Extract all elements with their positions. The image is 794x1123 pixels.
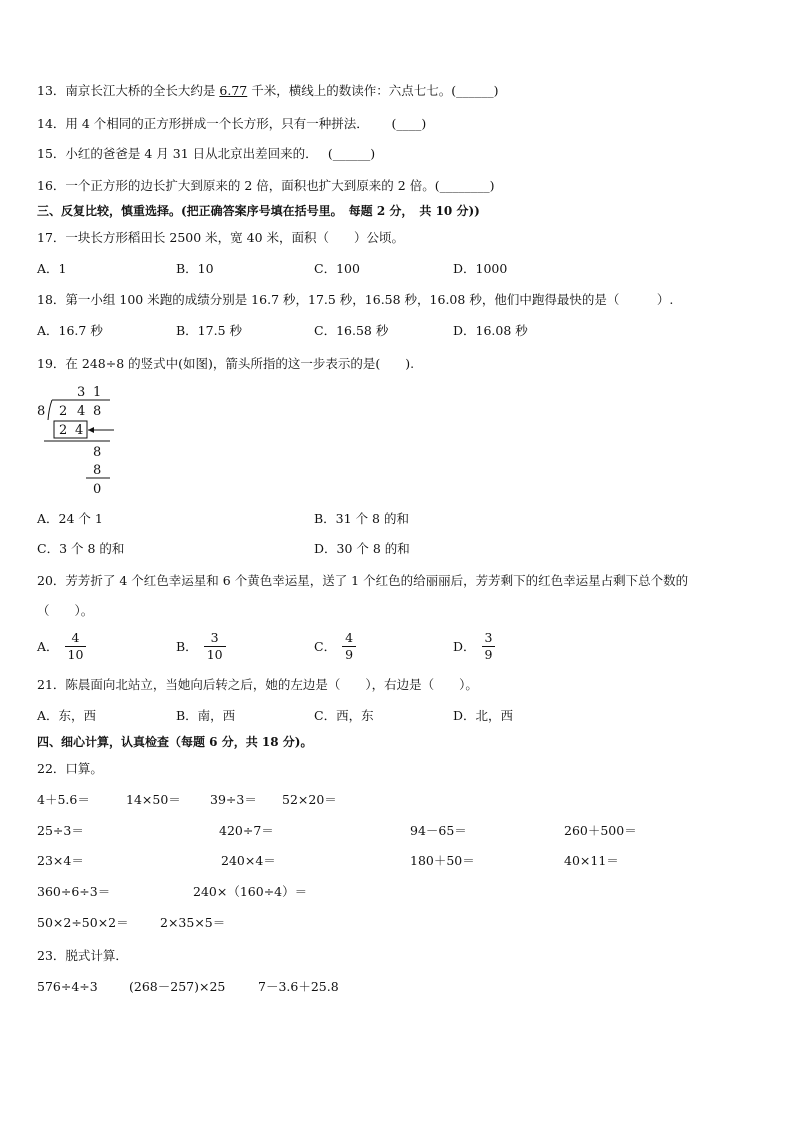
q22-row2-item4: 260＋500＝ xyxy=(564,823,637,838)
q20-option-b xyxy=(176,630,226,663)
question-18-stem: 18．第一小组 100 米跑的成绩分别是 16.7 秒，17.5 秒，16.58 秒，16.08 秒，他们中跑得最快的是（ ）. xyxy=(37,292,674,307)
question-15: 15．小红的爸爸是 4 月 31 日从北京出差回来的． (______) xyxy=(37,146,376,161)
q18-option-d: D．16.08 秒 xyxy=(453,323,528,338)
q20-option-a-numerator: 4 xyxy=(65,630,87,647)
q20-option-b-label: B． xyxy=(176,638,198,654)
q13-text-post: 千米，横线上的数读作：六点七七。(______) xyxy=(247,83,499,98)
q22-row3-item3: 180＋50＝ xyxy=(410,853,475,868)
q20-option-c-numerator: 4 xyxy=(342,630,356,647)
q20-option-d-fraction xyxy=(482,630,496,663)
q19-option-d: D．30 个 8 的和 xyxy=(314,541,410,556)
question-20-stem-line1: 20．芳芳折了 4 个红色幸运星和 6 个黄色幸运星，送了 1 个红色的给丽丽后，芳芳剩下的红色幸运星占剩下总个数的 xyxy=(37,573,689,588)
q22-row1-item1: 4＋5.6＝ xyxy=(37,792,90,807)
q19-option-b: B．31 个 8 的和 xyxy=(314,511,409,526)
q20-option-b-numerator: 3 xyxy=(204,630,226,647)
section-4-heading: 四、细心计算，认真检查（每题 6 分，共 18 分)。 xyxy=(37,735,313,749)
question-20-stem-line2: （ ）。 xyxy=(37,603,94,618)
q22-row4-item2: 240×（160÷4）＝ xyxy=(193,884,308,899)
q22-row2-item1: 25÷3＝ xyxy=(37,823,84,838)
q17-option-d: D．1000 xyxy=(453,261,508,276)
q22-row3-item1: 23×4＝ xyxy=(37,853,84,868)
q20-option-c-fraction xyxy=(342,630,356,663)
q18-option-a: A．16.7 秒 xyxy=(37,323,103,338)
q20-option-a-label: A． xyxy=(37,638,59,654)
q20-option-b-denominator: 10 xyxy=(206,647,223,662)
arrow-head-icon xyxy=(88,427,94,433)
division-bracket xyxy=(48,400,52,420)
q17-option-c: C．100 xyxy=(314,261,360,276)
q13-underlined-number: 6.77 xyxy=(219,83,248,98)
q20-option-a xyxy=(37,630,86,663)
q20-option-d-label: D． xyxy=(453,638,476,654)
q20-option-d-denominator: 9 xyxy=(484,647,493,662)
dividend-digit-3: 8 xyxy=(93,404,102,419)
q23-item2: (268－257)×25 xyxy=(129,979,226,994)
q22-row2-item3: 94－65＝ xyxy=(410,823,467,838)
q22-row2-item2: 420÷7＝ xyxy=(219,823,274,838)
question-19-stem: 19．在 248÷8 的竖式中(如图)，箭头所指的这一步表示的是( ). xyxy=(37,356,415,371)
quotient-digit-2: 1 xyxy=(93,385,102,400)
q20-option-b-fraction xyxy=(204,630,226,663)
q20-option-c-denominator: 9 xyxy=(345,647,354,662)
step1-digit-1: 2 xyxy=(59,423,68,438)
divisor: 8 xyxy=(37,404,46,419)
question-14: 14．用 4 个相同的正方形拼成一个长方形，只有一种拼法． (____) xyxy=(37,116,427,131)
final-remainder: 0 xyxy=(93,482,102,497)
question-16: 16．一个正方形的边长扩大到原来的 2 倍，面积也扩大到原来的 2 倍。(________) xyxy=(37,178,495,193)
q22-row1-item4: 52×20＝ xyxy=(282,792,337,807)
dividend-digit-1: 2 xyxy=(59,404,68,419)
q19-option-a: A．24 个 1 xyxy=(37,511,103,526)
q18-option-b: B．17.5 秒 xyxy=(176,323,242,338)
q23-item3: 7－3.6＋25.8 xyxy=(258,979,339,994)
q20-option-a-denominator: 10 xyxy=(67,647,84,662)
q22-row4-item1: 360÷6÷3＝ xyxy=(37,884,111,899)
q20-option-d-numerator: 3 xyxy=(482,630,496,647)
section-3-heading: 三、反复比较，慎重选择。(把正确答案序号填在括号里。 每题 2 分， 共 10 分)) xyxy=(37,204,480,218)
remainder-step-1: 8 xyxy=(93,445,102,460)
q22-row5-item2: 2×35×5＝ xyxy=(160,915,226,930)
q23-item1: 576÷4÷3 xyxy=(37,979,98,994)
q17-option-a: A．1 xyxy=(37,261,67,276)
question-23-title: 23．脱式计算． xyxy=(37,948,128,963)
question-17-stem: 17．一块长方形稻田长 2500 米，宽 40 米，面积（ ）公顷。 xyxy=(37,230,405,245)
q19-option-c: C．3 个 8 的和 xyxy=(37,541,125,556)
q20-option-c xyxy=(314,630,356,663)
long-division-diagram xyxy=(30,378,130,500)
step1-digit-2: 4 xyxy=(75,423,84,438)
q18-option-c: C．16.58 秒 xyxy=(314,323,389,338)
q22-row3-item4: 40×11＝ xyxy=(564,853,619,868)
q20-option-a-fraction xyxy=(65,630,87,663)
q21-option-d: D．北，西 xyxy=(453,708,514,723)
q22-row1-item2: 14×50＝ xyxy=(126,792,181,807)
q22-row5-item1: 50×2÷50×2＝ xyxy=(37,915,129,930)
q21-option-c: C．西，东 xyxy=(314,708,374,723)
q20-option-c-label: C． xyxy=(314,638,337,654)
q20-option-d xyxy=(453,630,495,663)
question-13 xyxy=(37,82,498,100)
q17-option-b: B．10 xyxy=(176,261,214,276)
q22-row3-item2: 240×4＝ xyxy=(221,853,276,868)
q13-text-pre: 13．南京长江大桥的全长大约是 xyxy=(37,83,220,98)
q22-row1-item3: 39÷3＝ xyxy=(210,792,257,807)
question-22-title: 22．口算。 xyxy=(37,761,103,776)
question-21-stem: 21．陈晨面向北站立，当她向后转之后，她的左边是（ ），右边是（ ）。 xyxy=(37,677,478,692)
q21-option-a: A．东，西 xyxy=(37,708,97,723)
q21-option-b: B．南，西 xyxy=(176,708,236,723)
subtract-step-2: 8 xyxy=(93,463,102,478)
dividend-digit-2: 4 xyxy=(77,404,86,419)
quotient-digit-1: 3 xyxy=(77,385,86,400)
